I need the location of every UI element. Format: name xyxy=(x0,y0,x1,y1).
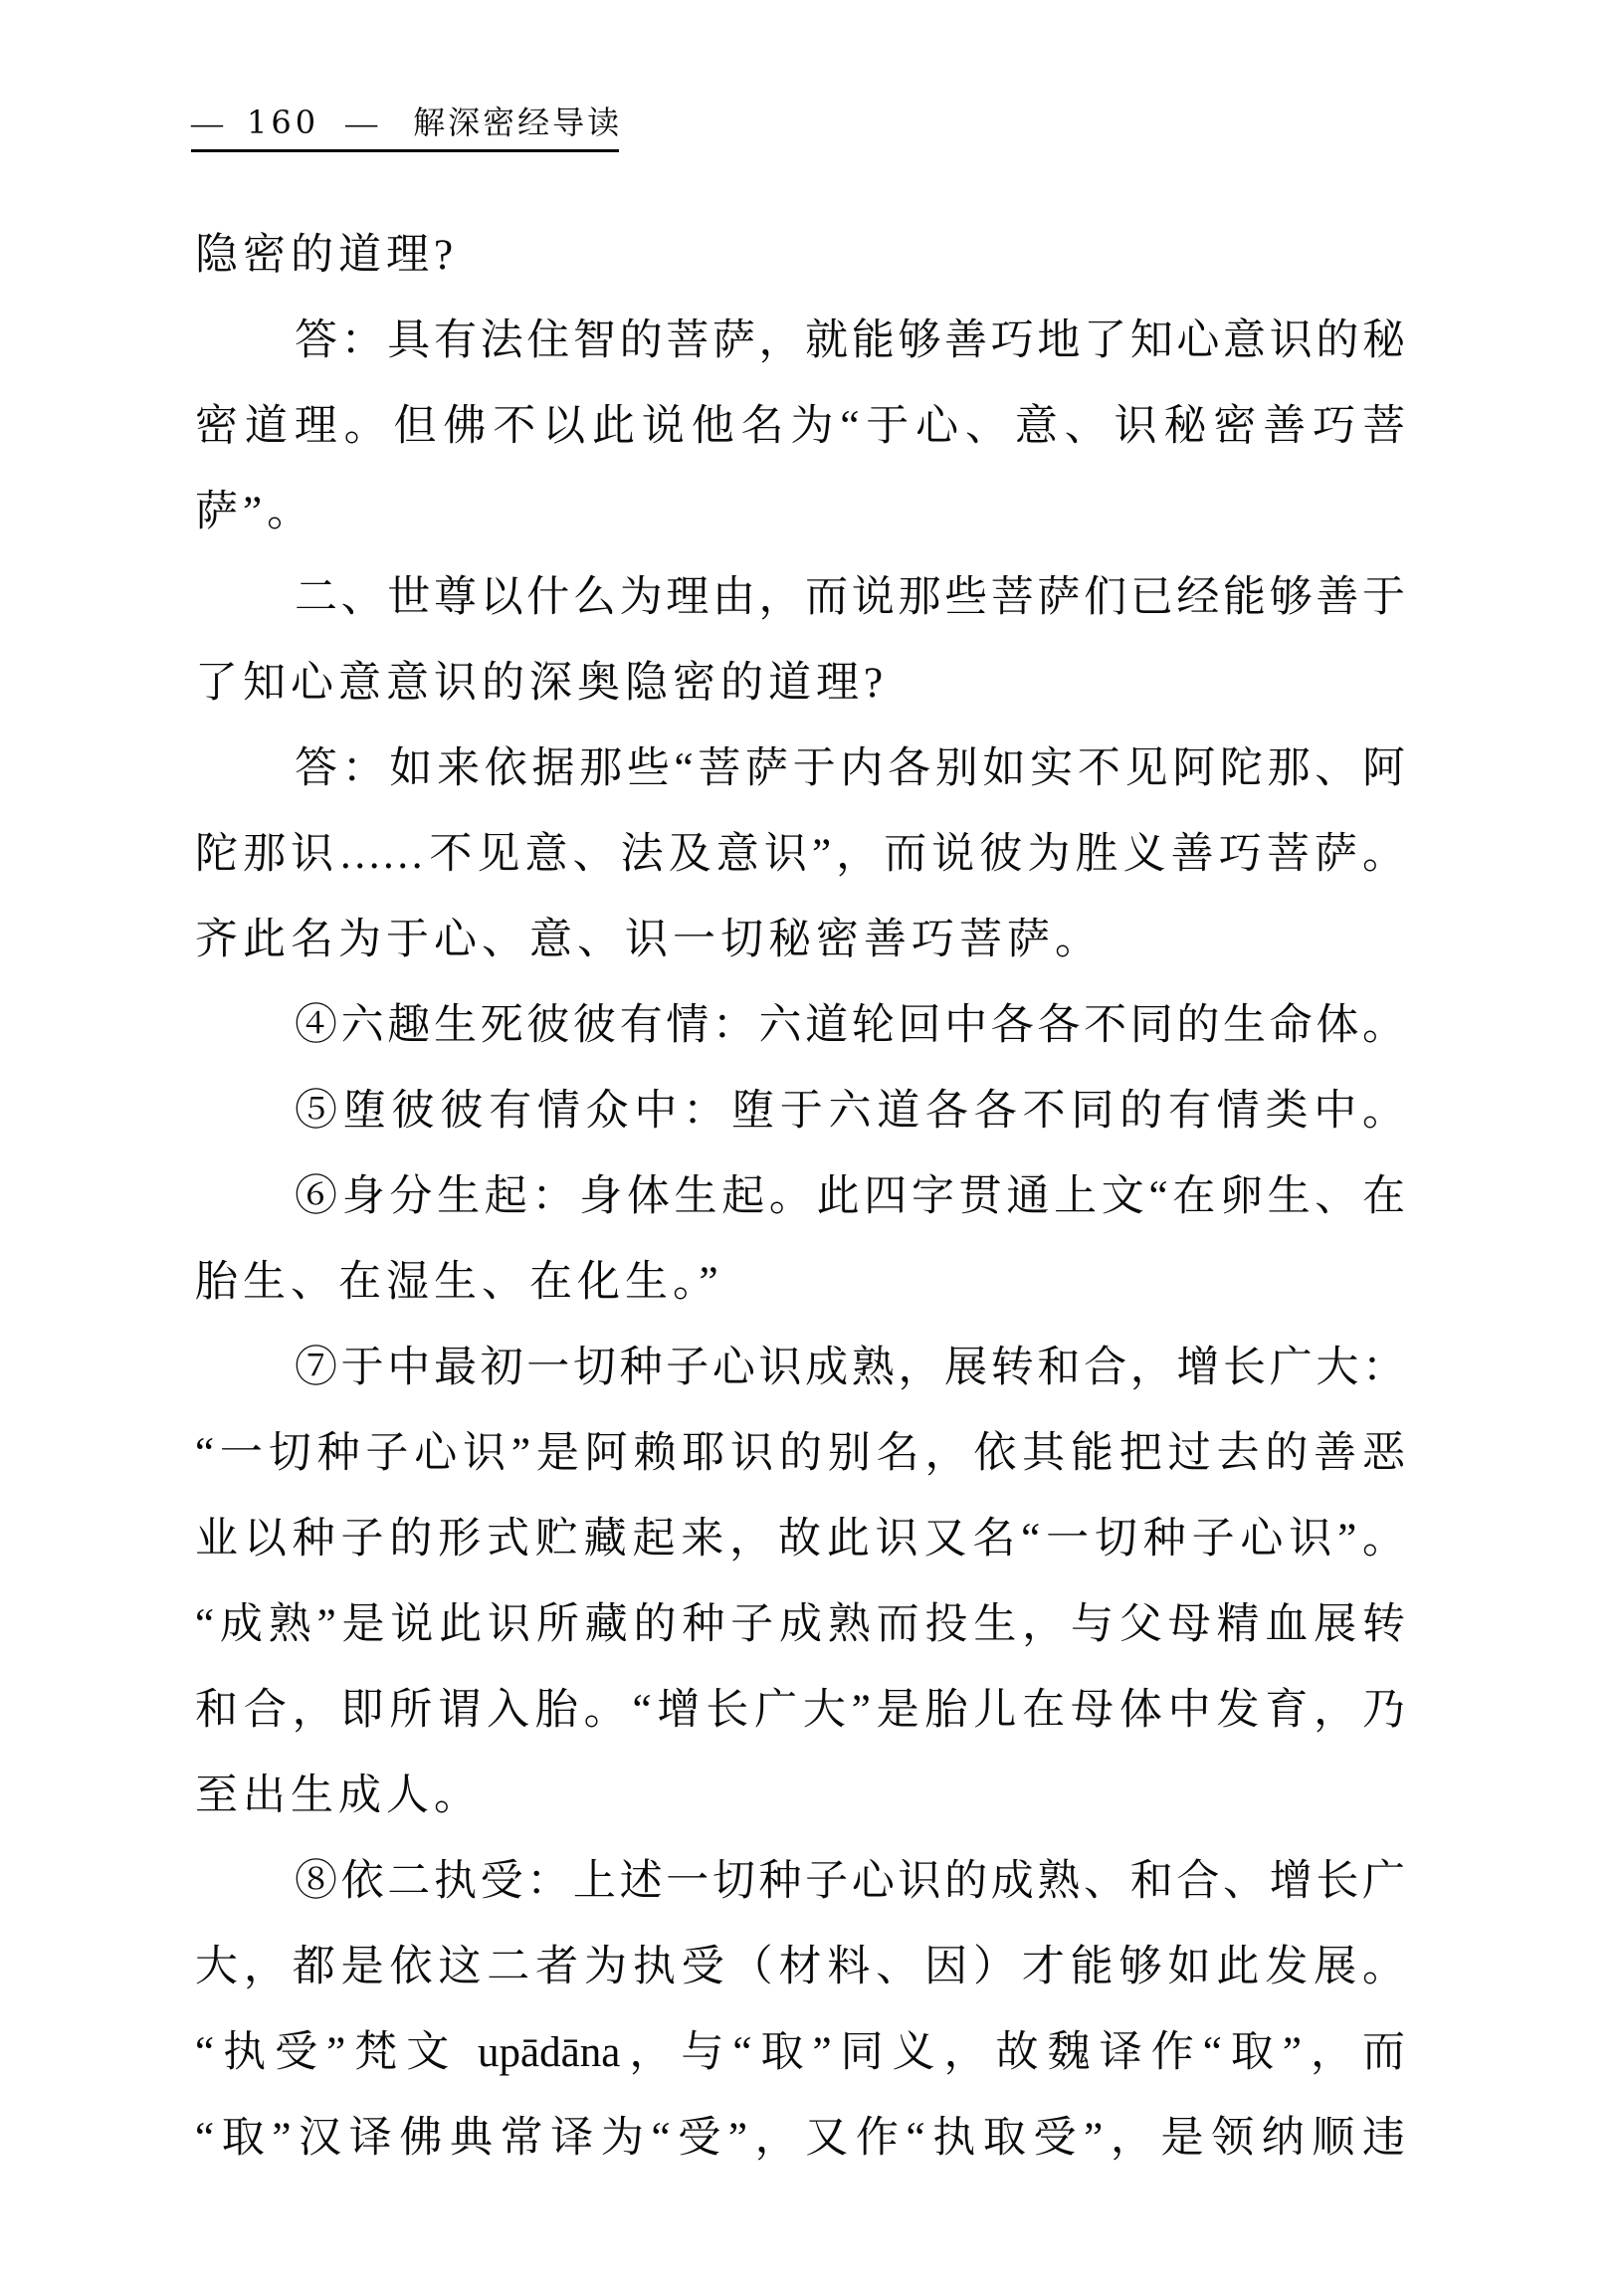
page-number: 160 xyxy=(247,104,320,141)
text-line: “执受”梵文 upādāna，与“取”同义，故魏译作“取”，而 xyxy=(195,2029,1405,2076)
text-line: 密道理。但佛不以此说他名为“于心、意、识秘密善巧菩 xyxy=(195,403,1405,450)
text-line: 隐密的道理? xyxy=(195,232,459,279)
body-text xyxy=(195,213,1405,2182)
text-line: 大，都是依这二者为执受（材料、因）才能够如此发展。 xyxy=(195,1944,1405,1990)
text-line: “成熟”是说此识所藏的种子成熟而投生，与父母精血展转 xyxy=(195,1601,1405,1648)
text-line: 至出生成人。 xyxy=(195,1773,482,1819)
text-line: 答：具有法住智的菩萨，就能够善巧地了知心意识的秘 xyxy=(295,317,1405,364)
book-title: 解深密经导读 xyxy=(413,104,623,140)
text-line: 和合，即所谓入胎。“增长广大”是胎儿在母体中发育，乃 xyxy=(195,1687,1405,1734)
text-line: ⑤堕彼彼有情众中：堕于六道各各不同的有情类中。 xyxy=(295,1088,1405,1135)
text-line: ⑧依二执受：上述一切种子心识的成熟、和合、增长广 xyxy=(295,1858,1405,1905)
text-line: 业以种子的形式贮藏起来，故此识又名“一切种子心识”。 xyxy=(195,1516,1405,1563)
page-header xyxy=(191,100,623,152)
header-dash-right: — xyxy=(345,104,378,140)
text-line: 了知心意意识的深奥隐密的道理? xyxy=(195,660,889,707)
text-line: ④六趣生死彼彼有情：六道轮回中各各不同的生命体。 xyxy=(295,1002,1405,1049)
text-line: “一切种子心识”是阿赖耶识的别名，依其能把过去的善恶 xyxy=(195,1430,1405,1477)
text-line: 萨”。 xyxy=(195,489,315,535)
text-line: ⑥身分生起：身体生起。此四字贯通上文“在卵生、在 xyxy=(295,1173,1405,1220)
text-line: 陀那识……不见意、法及意识”，而说彼为胜义善巧菩萨。 xyxy=(195,831,1405,878)
text-line: 胎生、在湿生、在化生。” xyxy=(195,1259,723,1306)
text-line: “取”汉译佛典常译为“受”，又作“执取受”，是领纳顺违 xyxy=(195,2115,1405,2162)
text-line: 齐此名为于心、意、识一切秘密善巧菩萨。 xyxy=(195,917,1103,963)
text-line: ⑦于中最初一切种子心识成熟，展转和合，增长广大： xyxy=(295,1345,1405,1391)
text-line: 答：如来依据那些“菩萨于内各别如实不见阿陀那、阿 xyxy=(295,745,1405,792)
text-line: 二、世尊以什么为理由，而说那些菩萨们已经能够善于 xyxy=(295,574,1405,621)
header-dash-left: — xyxy=(191,104,223,140)
